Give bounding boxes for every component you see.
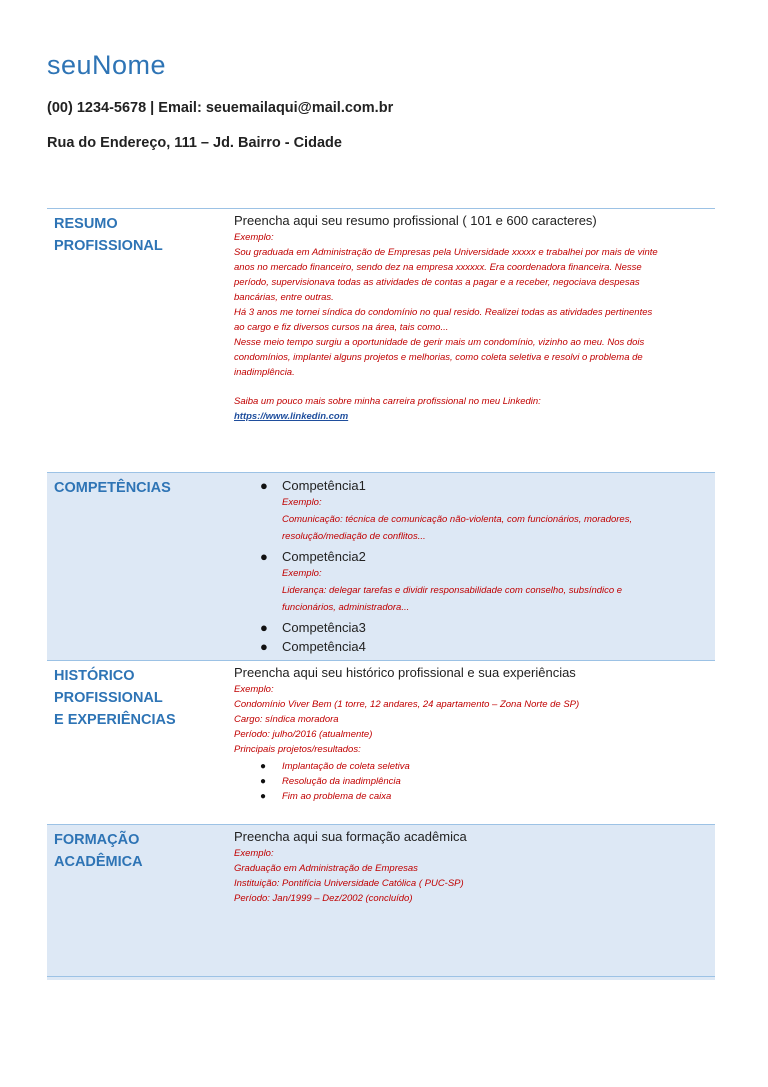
section-formacao — [47, 824, 715, 980]
section-historico — [47, 660, 715, 824]
label-line: RESUMO — [54, 216, 118, 232]
section-title: Preencha aqui sua formação acadêmica — [234, 829, 467, 844]
example-label: Exemplo: — [234, 684, 274, 695]
label-line: COMPETÊNCIAS — [54, 480, 171, 496]
example-line: Cargo: síndica moradora — [234, 714, 339, 725]
list-item — [256, 759, 715, 774]
section-content — [227, 209, 715, 472]
example-line: condomínios, implantei alguns projetos e melhorias, como coleta seletiva e resolvi o problema de — [234, 352, 643, 363]
section-competencias — [47, 472, 715, 660]
section-label — [47, 661, 227, 824]
section-resumo — [47, 208, 715, 472]
address-line: Rua do Endereço, 111 – Jd. Bairro - Cidade — [47, 135, 342, 151]
section-title: Preencha aqui seu resumo profissional ( 101 e 600 caracteres) — [234, 213, 597, 228]
example-line: Comunicação: técnica de comunicação não-violenta, com funcionários, moradores, — [282, 514, 633, 525]
label-line: PROFISSIONAL — [54, 238, 163, 254]
example-label: Exemplo: — [282, 568, 322, 579]
section-title: Preencha aqui seu histórico profissional e sua experiências — [234, 665, 576, 680]
list-item — [256, 547, 715, 615]
section-label — [47, 825, 227, 980]
label-line: PROFISSIONAL — [54, 690, 163, 706]
bullet-icon: ● — [260, 791, 267, 802]
example-line: funcionários, administradora... — [282, 602, 410, 613]
example-line: ao cargo e fiz diversos cursos na área, tais como... — [234, 322, 449, 333]
resume-table — [47, 208, 715, 980]
label-line: ACADÊMICA — [54, 854, 143, 870]
section-label — [47, 473, 227, 660]
competencia-title: Competência1 — [282, 478, 366, 493]
bullet-icon: ● — [260, 776, 267, 787]
list-item — [256, 774, 715, 789]
result-text: Fim ao problema de caixa — [282, 791, 392, 802]
bullet-icon: ● — [260, 549, 268, 564]
example-line: Condomínio Viver Bem (1 torre, 12 andares, 24 apartamento – Zona Norte de SP) — [234, 699, 580, 710]
list-item — [256, 789, 715, 804]
bullet-icon: ● — [260, 478, 268, 493]
results-list — [234, 759, 715, 804]
example-label: Exemplo: — [234, 232, 274, 243]
section-label — [47, 209, 227, 472]
section-content — [227, 661, 715, 824]
bullet-icon: ● — [260, 761, 267, 772]
example-line: período, supervisionava todas as atividades de contas a pagar e a receber, negociava despesas — [234, 277, 640, 288]
linkedin-link[interactable]: https://www.linkedin.com — [234, 411, 349, 422]
competencia-title: Competência2 — [282, 549, 366, 564]
table-bottom-border — [47, 976, 715, 977]
example-line: Sou graduada em Administração de Empresas pela Universidade xxxxx e trabalhei por mais de vinte — [234, 247, 658, 258]
bullet-icon: ● — [260, 620, 268, 635]
example-line: Período: Jan/1999 – Dez/2002 (concluído) — [234, 893, 413, 904]
result-text: Resolução da inadimplência — [282, 776, 401, 787]
example-line: Instituição: Pontifícia Universidade Católica ( PUC-SP) — [234, 878, 464, 889]
label-line: FORMAÇÃO — [54, 832, 140, 848]
contact-line: (00) 1234-5678 | Email: seuemailaqui@mail.com.br — [47, 100, 394, 116]
section-content — [227, 825, 715, 980]
label-line: HISTÓRICO — [54, 668, 135, 684]
example-line: anos no mercado financeiro, sendo dez na empresa xxxxxx. Era coordenadora financeira. Nesse — [234, 262, 642, 273]
list-item — [256, 618, 715, 637]
example-label: Exemplo: — [234, 848, 274, 859]
example-line: Período: julho/2016 (atualmente) — [234, 729, 373, 740]
person-name: seuNome — [47, 50, 167, 80]
result-text: Implantação de coleta seletiva — [282, 761, 410, 772]
example-line: Graduação em Administração de Empresas — [234, 863, 418, 874]
example-label: Exemplo: — [282, 497, 322, 508]
example-line: resolução/mediação de conflitos... — [282, 531, 426, 542]
linkedin-text: Saiba um pouco mais sobre minha carreira profissional no meu Linkedin: — [234, 396, 541, 407]
competencia-title: Competência4 — [282, 639, 366, 654]
label-line: E EXPERIÊNCIAS — [54, 712, 176, 728]
example-line: Principais projetos/resultados: — [234, 744, 361, 755]
list-item — [256, 476, 715, 544]
competencias-list — [234, 476, 715, 656]
competencia-title: Competência3 — [282, 620, 366, 635]
example-line: Nesse meio tempo surgiu a oportunidade de gerir mais um condomínio, vizinho ao meu. Nos dois — [234, 337, 645, 348]
example-line: bancárias, entre outras. — [234, 292, 334, 303]
example-line: Liderança: delegar tarefas e dividir responsabilidade com conselho, subsíndico e — [282, 585, 623, 596]
list-item — [256, 637, 715, 656]
bullet-icon: ● — [260, 639, 268, 654]
example-line: inadimplência. — [234, 367, 295, 378]
example-line: Há 3 anos me tornei síndica do condomínio no qual resido. Realizei todas as atividades pertinentes — [234, 307, 653, 318]
section-content — [227, 473, 715, 660]
